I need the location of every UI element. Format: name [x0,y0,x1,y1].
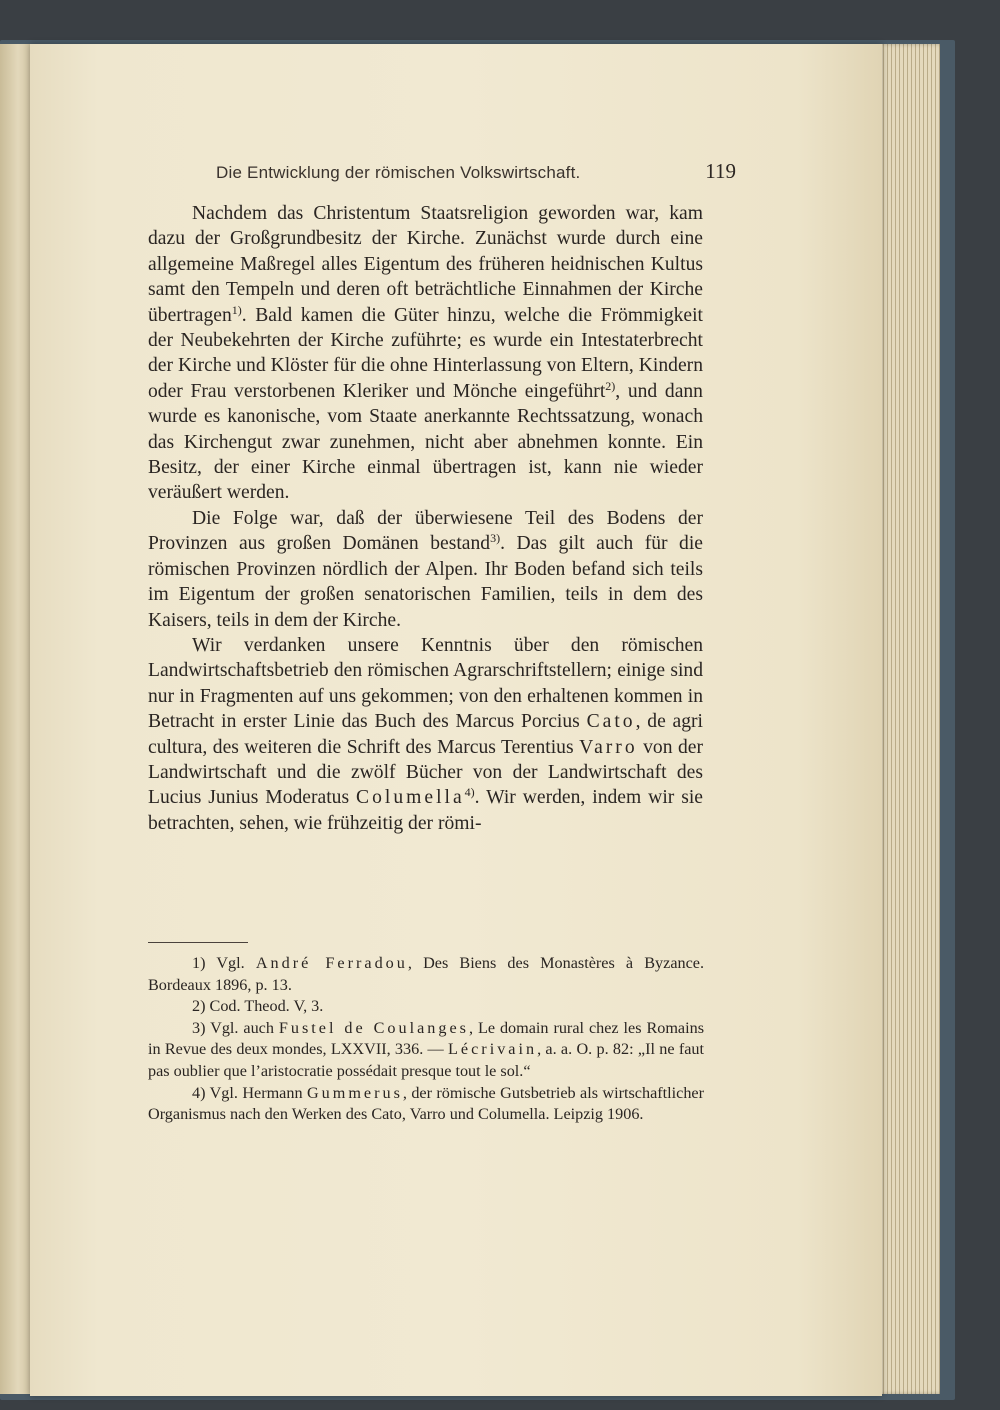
text-run: , de agri cultura, des weiteren die Schrift des Marcus Terentius [148,711,703,758]
footnote-3 [148,1018,704,1083]
text-run: 3) Vgl. auch [192,1018,279,1037]
author-name-cato: Cato [586,711,636,733]
paragraph-3 [148,633,703,836]
running-head-title: Die Entwicklung der römischen Volkswirtschaft. [216,163,581,182]
paragraph-2 [148,506,703,633]
footnote-ref-2: 2) [605,378,616,393]
facing-page-edge [0,44,30,1394]
text-run: 4) Vgl. Hermann [192,1083,307,1102]
text-run: , Le domain rural chez les Romains in Revue des deux mondes, LXXVII, 336. — [148,1018,705,1059]
running-head [216,157,736,187]
page-stack-edge [872,44,940,1394]
page-number: 119 [705,159,736,183]
text-run: 1) Vgl. [192,954,256,972]
main-text [148,201,703,836]
text-run: . Wir werden, indem wir sie betrachten, sehen, wie frühzeitig der römi- [148,787,703,834]
cited-author: André Ferradou [255,954,408,972]
footnotes [148,953,704,1126]
footnote-rule [148,942,248,943]
paragraph-1 [148,201,703,506]
cited-author: Gummerus [306,1083,403,1102]
footnote-ref-1: 1) [231,302,242,317]
footnote-2: 2) Cod. Theod. V, 3. [192,997,324,1016]
text-run: , der römische Gutsbetrieb als wirtschaftlicher Organismus nach den Werken des Cato, Varro und Columella. Leipzig 1906. [148,1083,705,1124]
footnote-1 [148,953,704,996]
cited-author: Fustel de Coulanges [278,1018,469,1037]
footnote-ref-3: 3) [490,531,501,546]
author-name-varro: Varro [579,736,638,758]
footnote-4 [148,1083,704,1126]
text-run: Wir verdanken unsere Kenntnis über den römischen Landwirtschaftsbetrieb den römischen Agrarschriftstellern; einige sind nur in Fragmenten auf uns gekommen; von den erhaltenen kommen in Betracht in erster Linie das Buch des Marcus Porcius [148,634,703,733]
text-run: , und dann wurde es kanonische, vom Staate anerkannte Rechtssatzung, wonach das Kirchengut zwar zunehmen, nicht aber abnehmen konnte. Ein Besitz, der einer Kirche einmal übertragen ist, kann nie wieder veräußert werden. [148,380,703,504]
book-page [30,44,882,1396]
text-run: , a. a. O. p. 82: „Il ne faut pas oublier que l’aristocratie possédait presque tout le sol.“ [148,1040,704,1080]
author-name-columella: Columella [356,787,465,809]
text-run: , Des Biens des Monastères à Byzance. Bordeaux 1896, p. 13. [148,954,705,994]
footnote-ref-4: 4) [464,785,475,800]
text-run: von der Landwirtschaft und die zwölf Bücher von der Landwirtschaft des Lucius Junius Moderatus [148,736,703,809]
text-run: Die Folge war, daß der überwiesene Teil des Bodens der Provinzen aus großen Domänen bestand [148,507,703,555]
text-run: . Das gilt auch für die römischen Provinzen nördlich der Alpen. Ihr Boden befand sich teils im Eigentum der großen senatorischen Familien, teils in dem des Kaisers, teils in dem der Kirche. [148,533,703,631]
text-run: Nachdem das Christentum Staatsreligion geworden war, kam dazu der Großgrundbesitz der Kirche. Zunächst wurde durch eine allgemeine Maßregel alles Eigentum des früheren heidnischen Kultus samt den Tempeln und deren oft beträchtliche Einnahmen der Kirche übertragen [148,203,703,326]
text-run: . Bald kamen die Güter hinzu, welche die Frömmigkeit der Neubekehrten der Kirche zuführte; es wurde ein Intestaterbrecht der Kirche und Klöster für die ohne Hinterlassung von Eltern, Kindern oder Frau verstorbenen Kleriker und Mönche eingeführt [148,304,703,402]
cited-author: Lécrivain [448,1040,538,1059]
